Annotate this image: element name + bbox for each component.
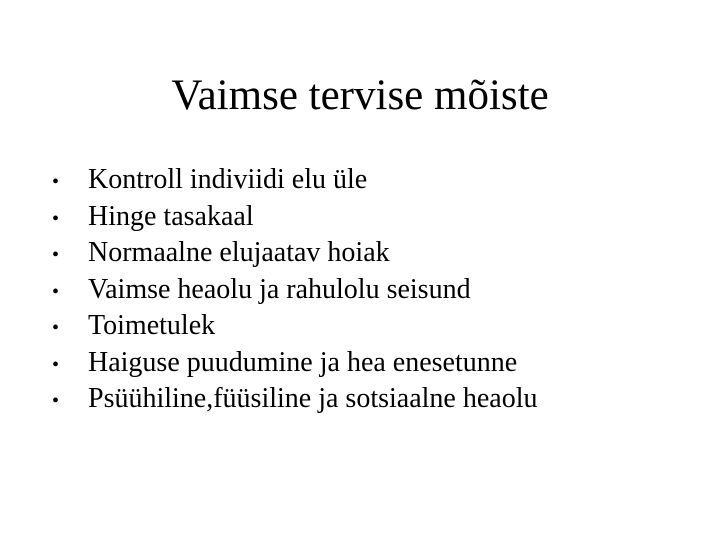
bullet-item: [52, 272, 537, 309]
slide-title: Vaimse tervise mõiste: [171, 72, 549, 119]
bullet-text: Hinge tasakaal: [88, 200, 254, 232]
bullet-icon: •: [52, 171, 60, 193]
bullet-list: [52, 162, 537, 418]
bullet-item: [52, 199, 537, 236]
bullet-item: [52, 381, 537, 418]
bullet-icon: •: [52, 280, 60, 303]
bullet-item: [52, 308, 537, 345]
bullet-icon: •: [52, 207, 60, 230]
bullet-text: Toimetulek: [88, 310, 216, 341]
bullet-text: Haiguse puudumine ja hea enesetunne: [88, 346, 518, 378]
bullet-text: Psüühiline,füüsiline ja sotsiaalne heaolu: [88, 383, 538, 414]
bullet-item: [52, 345, 537, 382]
bullet-item: [52, 235, 537, 272]
bullet-icon: •: [52, 244, 60, 266]
bullet-item: [52, 162, 537, 199]
bullet-text: Vaimse heaolu ja rahulolu seisund: [88, 273, 471, 305]
bullet-text: Normaalne elujaatav hoiak: [88, 237, 390, 268]
bullet-text: Kontroll indiviidi elu üle: [88, 164, 368, 195]
bullet-icon: •: [52, 353, 60, 376]
bullet-icon: •: [52, 390, 60, 412]
bullet-icon: •: [52, 317, 60, 339]
